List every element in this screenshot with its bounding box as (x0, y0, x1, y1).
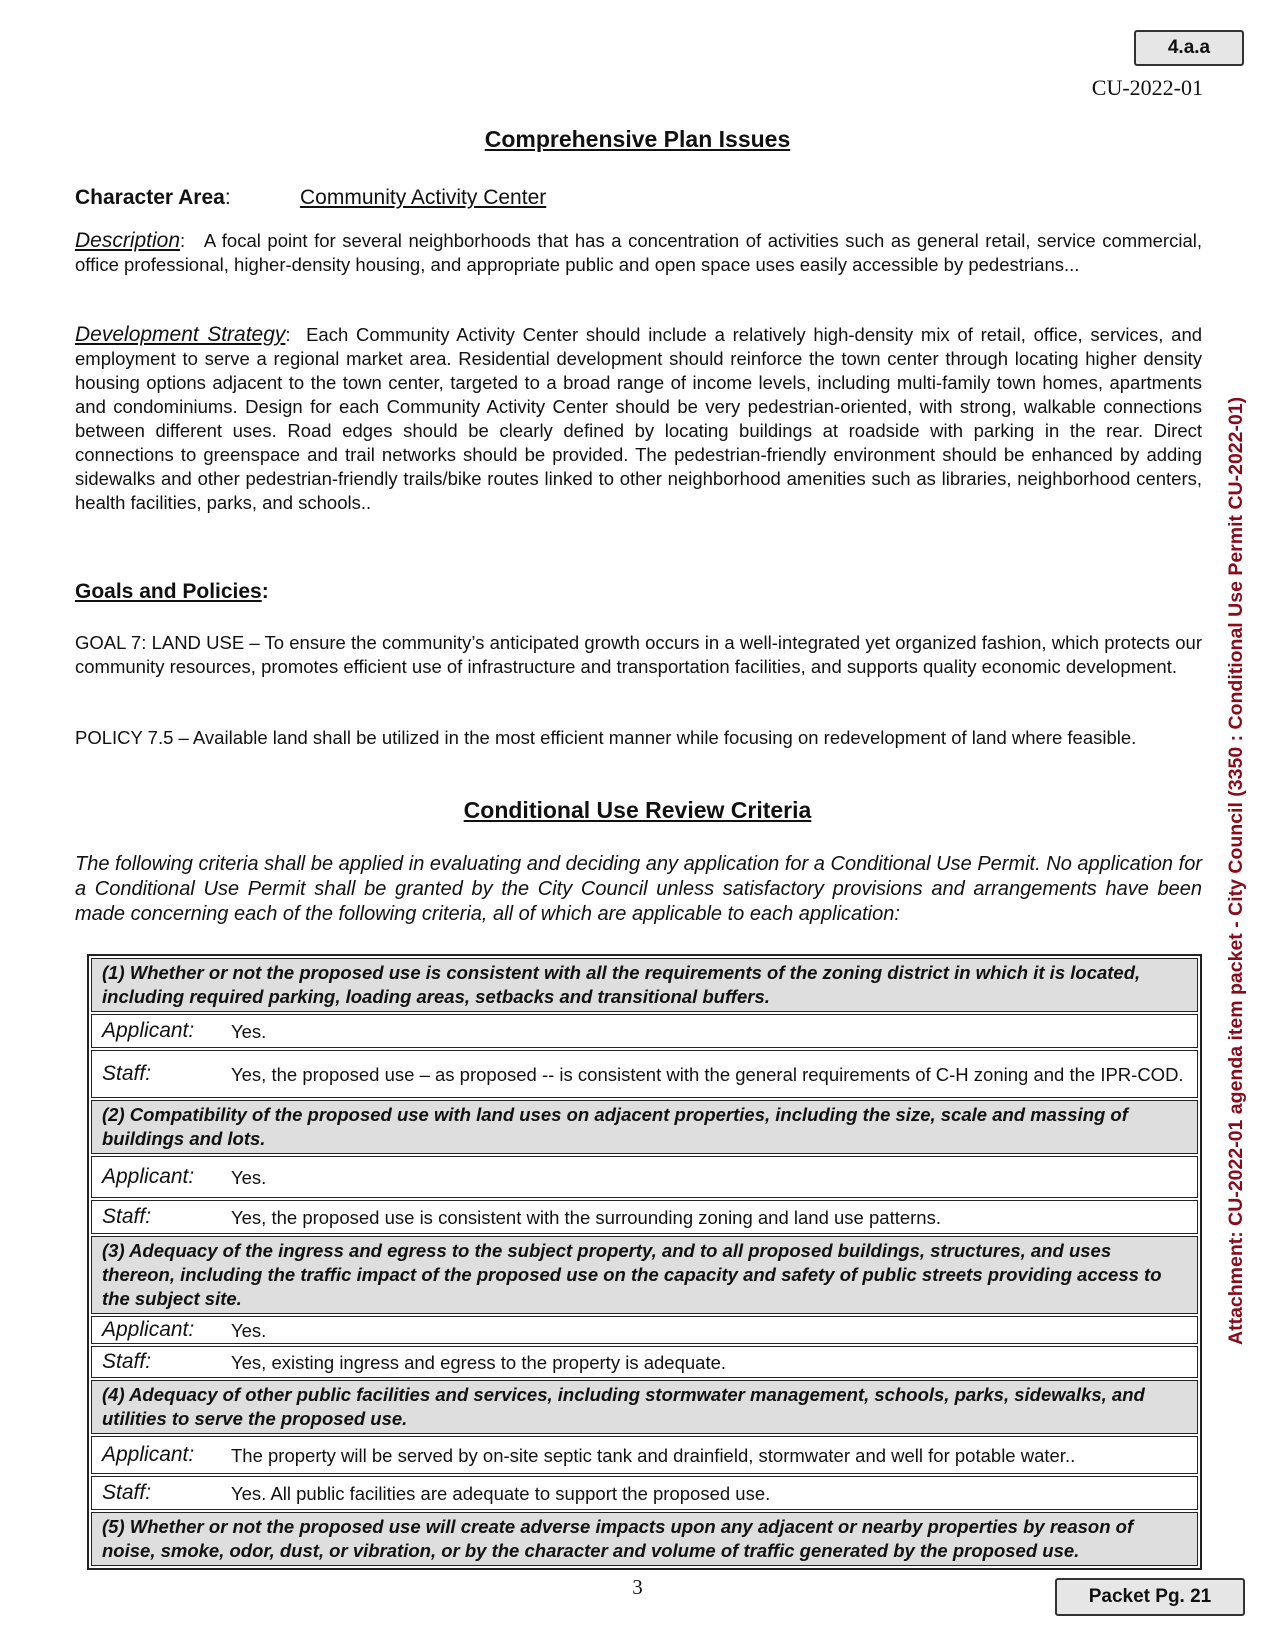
criterion-4-staff: Staff: Yes. All public facilities are adequate to support the proposed use. (91, 1476, 1198, 1510)
strategy-text: Each Community Activity Center should include a relatively high-density mix of retail, office, services, and employment to serve a regional market area. Residential development should reinforce the town center through locating higher density housing options adjacent to the town center, targeted to a broad range of income levels, including multi-family town homes, apartments and condominiums. Design for each Community Activity Center should be very pedestrian-oriented, with strong, walkable connections between different uses. Road edges should be clearly defined by locating buildings at roadside with parking in the rear. Direct connections to greenspace and trail networks should be provided. The pedestrian-friendly environment should be enhanced by adding sidewalks and other pedestrian-friendly trails/bike routes linked to other neighborhood amenities such as libraries, neighborhood centers, health facilities, parks, and schools.. (75, 324, 1203, 513)
review-title: Conditional Use Review Criteria (463, 797, 812, 823)
character-area-value: Community Activity Center (300, 186, 547, 209)
criterion-3-applicant: Applicant: Yes. (91, 1316, 1198, 1344)
description-label: Description (75, 229, 181, 252)
criterion-2-applicant: Applicant: Yes. (91, 1156, 1198, 1198)
attachment-sidebar-text: Attachment: CU-2022-01 agenda item packet - City Council (3350 : Conditional Use Permit CU-2022-01) (1225, 396, 1247, 1345)
policy-paragraph: POLICY 7.5 – Available land shall be utilized in the most efficient manner while focusing on redevelopment of land where feasible. (75, 727, 1137, 748)
criterion-4-heading: (4) Adequacy of other public facilities and services, including stormwater management, schools, parks, sidewalks, and utilities to serve the proposed use. (91, 1380, 1198, 1434)
criterion-1-staff: Staff: Yes, the proposed use – as proposed -- is consistent with the general requirements of C-H zoning and the IPR-COD. (91, 1050, 1198, 1098)
criterion-2-heading: (2) Compatibility of the proposed use with land uses on adjacent properties, including the size, scale and massing of buildings and lots. (91, 1100, 1198, 1154)
strategy-label: Development Strategy (75, 323, 286, 346)
criterion-4-applicant: Applicant: The property will be served by on-site septic tank and drainfield, stormwater and well for potable water.. (91, 1436, 1198, 1474)
description-paragraph: Description: A focal point for several neighborhoods that has a concentration of activities such as general retail, service commercial, office professional, higher-density housing, and appropriate public and open space uses easily accessible by pedestrians... (75, 229, 1202, 275)
criterion-3-staff: Staff: Yes, existing ingress and egress to the property is adequate. (91, 1346, 1198, 1378)
strategy-paragraph: Development Strategy: Each Community Activity Center should include a relatively high-density mix of retail, office, services, and employment to serve a regional market area. Residential development should reinforce the town center through locating higher density housing options adjacent to the town center, targeted to a broad range of income levels, including multi-family town homes, apartments and condominiums. Design for each Community Activity Center should be very pedestrian-oriented, with strong, walkable connections between different uses. Road edges should be clearly defined by locating buildings at roadside with parking in the rear. Direct connections to greenspace and trail networks should be provided. The pedestrian-friendly environment should be enhanced by adding sidewalks and other pedestrian-friendly trails/bike routes linked to other neighborhood amenities such as libraries, neighborhood centers, health facilities, parks, and schools.. (75, 323, 1203, 513)
packet-page-box: Packet Pg. 21 (1055, 1578, 1245, 1616)
criterion-3-heading: (3) Adequacy of the ingress and egress to the subject property, and to all proposed buildings, structures, and uses thereon, including the traffic impact of the proposed use on the capacity and safety of public streets providing access to the subject site. (91, 1236, 1198, 1314)
criterion-1-applicant: Applicant: Yes. (91, 1014, 1198, 1048)
goal-paragraph: GOAL 7: LAND USE – To ensure the community’s anticipated growth occurs in a well-integrated yet organized fashion, which protects our community resources, promotes efficient use of infrastructure and transportation facilities, and supports quality economic development. (75, 632, 1202, 677)
review-intro: The following criteria shall be applied in evaluating and deciding any application for a Conditional Use Permit. No application for a Conditional Use Permit shall be granted by the City Council unless satisfactory provisions and arrangements have been made concerning each of the following criteria, all of which are applicable to each application: (75, 853, 1202, 925)
agenda-tag: 4.a.a (1134, 30, 1244, 66)
criterion-5-heading: (5) Whether or not the proposed use will create adverse impacts upon any adjacent or nearby properties by reason of noise, smoke, odor, dust, or vibration, or by the character and volume of traffic generated by the proposed use. (91, 1512, 1198, 1566)
document-id: CU-2022-01 (1091, 75, 1203, 100)
page-number: 3 (632, 1575, 643, 1599)
character-area-label: Character Area (75, 186, 225, 209)
character-area: Character Area: Community Activity Center (75, 186, 547, 209)
comp-plan-title: Comprehensive Plan Issues (484, 126, 791, 152)
criteria-table (87, 954, 1202, 1570)
criterion-1-heading: (1) Whether or not the proposed use is consistent with all the requirements of the zoning district in which it is located, including required parking, loading areas, setbacks and transitional buffers. (91, 958, 1198, 1012)
description-text: A focal point for several neighborhoods that has a concentration of activities such as general retail, service commercial, office professional, higher-density housing, and appropriate public and open space uses easily accessible by pedestrians... (75, 230, 1202, 275)
criterion-2-staff: Staff: Yes, the proposed use is consistent with the surrounding zoning and land use patterns. (91, 1200, 1198, 1234)
goals-heading: Goals and Policies: (75, 580, 269, 603)
